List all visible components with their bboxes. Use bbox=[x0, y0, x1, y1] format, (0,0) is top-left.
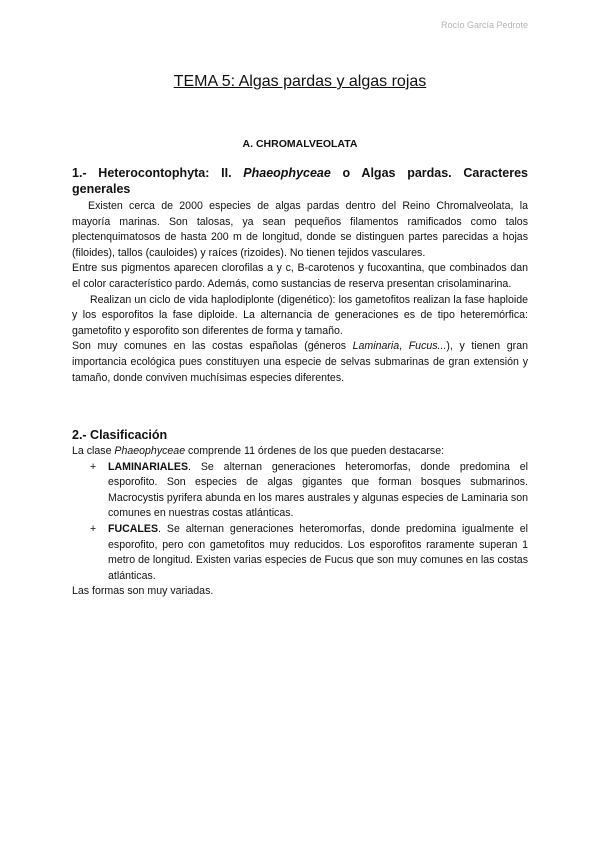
document-title: TEMA 5: Algas pardas y algas rojas bbox=[173, 73, 427, 90]
section-2-intro bbox=[72, 444, 528, 460]
bullet-icon: + bbox=[90, 522, 97, 535]
intro-post: comprende 11 órdenes de los que pueden destacarse: bbox=[185, 445, 445, 457]
section-1-paragraph-3: Realizan un ciclo de vida haplodiplonte (digenético): los gametofitos realizan la fase haploide y los esporofitos la fase diploide. La alternancia de generaciones es de tipo heteremórfica: gametofito y esporofito son diferentes de forma y tamaño. bbox=[72, 293, 528, 337]
list-item bbox=[72, 460, 528, 522]
section-2-closing: Las formas son muy variadas. bbox=[72, 585, 214, 598]
section-2-heading: 2.- Clasificación bbox=[72, 428, 168, 442]
list-item bbox=[72, 522, 528, 584]
section-1 bbox=[72, 165, 528, 386]
header-author: Rocío García Pedrote bbox=[440, 20, 528, 30]
genus-laminaria: Laminaria bbox=[352, 340, 400, 353]
order-description: . Se alternan generaciones heteromorfas, donde predomina el esporofito. Son especies de algas gigantes que forman bosques submarinos. Macrocystis pyrifera abunda en los mares australes y algunas especies de Laminaria son comunes en nuestras costas atlánticas. bbox=[108, 460, 528, 520]
section-1-paragraph-4 bbox=[72, 339, 528, 386]
order-name: LAMINARIALES bbox=[108, 460, 189, 473]
intro-pre: La clase bbox=[72, 445, 115, 457]
genus-fucus: Fucus... bbox=[408, 340, 447, 353]
section-1-heading bbox=[72, 165, 528, 197]
section-1-heading-prefix: 1.- Heterocontophyta: II. bbox=[72, 166, 244, 180]
order-name: FUCALES bbox=[108, 522, 159, 535]
section-2 bbox=[72, 427, 528, 600]
order-list bbox=[72, 460, 528, 585]
order-description: . Se alternan generaciones heteromorfas, donde predomina igualmente el esporofito, pero con gametofitos muy reducidos. Los esporofitos raramente superan 1 metro de longitud. Existen varias especies de Fucus que son muy comunes en las costas atlánticas. bbox=[108, 522, 528, 582]
paragraph-4-pre: Son muy comunes en las costas españolas (géneros bbox=[72, 340, 353, 353]
paragraph-4-post: ), y tienen gran importancia ecológica pues constituyen una especie de selvas submarinas de gran extensión y tamaño, donde conviven muchísimas especies diferentes. bbox=[72, 340, 528, 384]
section-1-paragraph-1: Existen cerca de 2000 especies de algas pardas dentro del Reino Chromalveolata, la mayoría marinas. Son talosas, ya sean pequeños filamentos ramificados como talos plectenquimatosos de hasta 200 m de longitud, donde se distinguen partes parecidas a hojas (filoides), tallos (cauloides) y raíces (rizoides). No tienen tejidos vasculares. bbox=[72, 200, 528, 259]
intro-italic: Phaeophyceae bbox=[114, 445, 186, 457]
section-a-heading: A. CHROMALVEOLATA bbox=[242, 138, 358, 150]
section-1-paragraph-2: Entre sus pigmentos aparecen clorofilas a y c, B-carotenos y fucoxantina, que combinados dan el color característico pardo. Además, como sustancias de reserva presentan crisolaminarina. bbox=[72, 262, 528, 290]
paragraph-4-separator: , bbox=[399, 340, 409, 353]
section-1-heading-italic: Phaeophyceae bbox=[243, 166, 331, 180]
bullet-icon: + bbox=[90, 460, 97, 473]
section-1-heading-suffix: o Algas pardas. Caracteres generales bbox=[72, 166, 528, 196]
